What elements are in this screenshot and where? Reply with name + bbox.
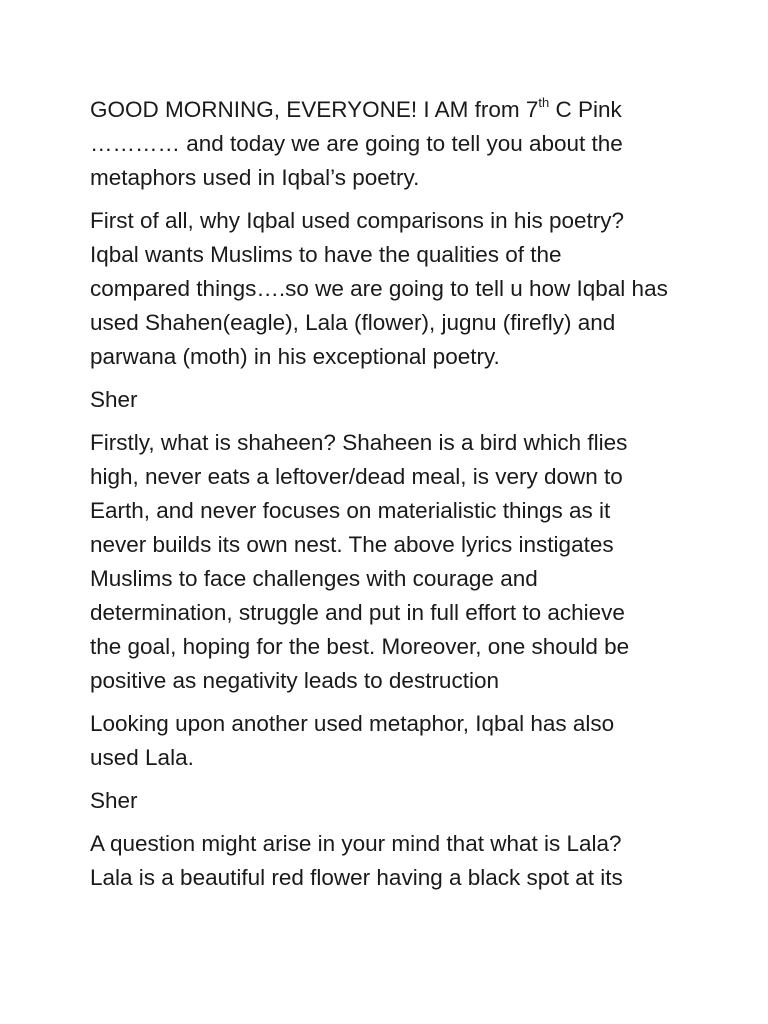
intro-text-start: GOOD MORNING, EVERYONE! I AM from 7: [90, 97, 539, 122]
intro-paragraph: [90, 93, 690, 195]
document-page: [90, 93, 690, 904]
intro-text-end: C Pink ………… and today we are going to tell you about the metaphors used in Iqbal’s poetry.: [90, 97, 623, 190]
comparisons-paragraph: First of all, why Iqbal used comparisons in his poetry? Iqbal wants Muslims to have the qualities of the compared things….so we are going to tell u how Iqbal has used Shahen(eagle), Lala (flower), jugnu (firefly) and parwana (moth) in his exceptional poetry.: [90, 208, 668, 369]
sher-heading-1: Sher: [90, 387, 138, 412]
shaheen-paragraph: Firstly, what is shaheen? Shaheen is a bird which flies high, never eats a leftover/dead meal, is very down to Earth, and never focuses on materialistic things as it never builds its own nest. The above lyrics instigates Muslims to face challenges with courage and determination, struggle and put in full effort to achieve the goal, hoping for the best. Moreover, one should be positive as negativity leads to destruction: [90, 430, 630, 693]
lala-question-paragraph: A question might arise in your mind that what is Lala? Lala is a beautiful red flower having a black spot at its: [90, 831, 623, 890]
lala-intro-paragraph: Looking upon another used metaphor, Iqbal has also used Lala.: [90, 711, 615, 770]
sher-heading-2: Sher: [90, 788, 138, 813]
ordinal-suffix: th: [538, 94, 550, 110]
